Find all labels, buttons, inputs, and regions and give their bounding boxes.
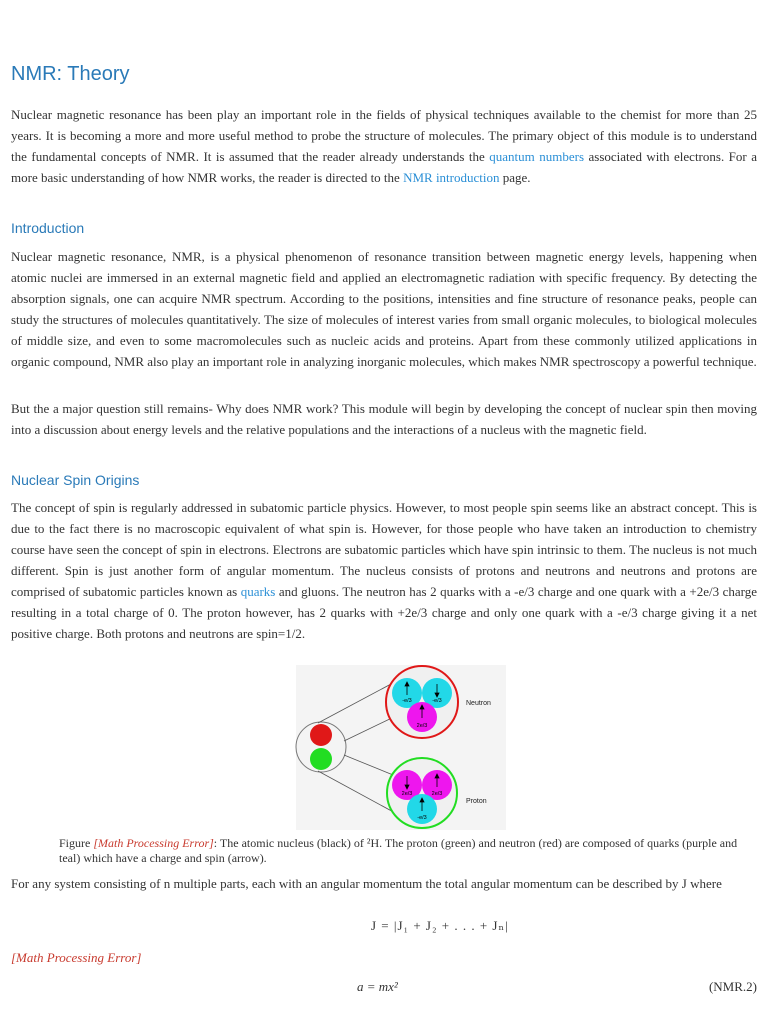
neutron-label: Neutron [466, 700, 491, 707]
quantum-numbers-link[interactable]: quantum numbers [489, 149, 585, 164]
intro-paragraph [11, 104, 757, 188]
intro-text-1: Nuclear magnetic resonance has been play an important role in the fields of physical techniques available to the chemist for more than 25 years. It is becoming a more and more useful method to probe the structure of molecules. The primary object of this module is to understand the fundamental concepts of NMR. It is assumed that the reader already understands the [11, 107, 757, 164]
equation: a = mx² [357, 979, 398, 994]
quark-charge-label: 2e/3 [416, 723, 428, 729]
quark-charge-label: 2e/3 [431, 791, 443, 797]
math-error-row [11, 950, 757, 966]
angular-momentum-paragraph: For any system consisting of n multiple parts, each with an angular momentum the total angular momentum can be described by J where [11, 876, 722, 891]
quark-charge-label: -e/3 [432, 698, 442, 704]
quark-charge-label: 2e/3 [401, 791, 413, 797]
introduction-paragraph-2: But the a major question still remains- Why does NMR work? This module will begin by developing the concept of nuclear spin then moving into a discussion about energy levels and the relative populations and the interactions of a nucleus with the magnetic field. [11, 401, 757, 437]
clipped-equation [371, 918, 561, 938]
nucleus-figure [296, 665, 506, 830]
nmr-introduction-link[interactable]: NMR introduction [403, 170, 500, 185]
intro-text-3: page. [499, 170, 531, 185]
proton-label: Proton [466, 798, 487, 805]
quark-charge-label: -e/3 [417, 815, 427, 821]
intro-text-2: associated with electrons. For a more basic understanding of how NMR works, the reader is directed to the [11, 149, 757, 185]
caption-math-error: [Math Processing Error] [93, 836, 214, 850]
quarks-link[interactable]: quarks [240, 584, 276, 599]
math-error-text: [Math Processing Error] [11, 950, 142, 965]
introduction-paragraph-1: Nuclear magnetic resonance, NMR, is a physical phenomenon of resonance transition between magnetic energy levels, happening when atomic nuclei are immersed in an external magnetic field and applied an electromagnetic radiation with specific frequency. By detecting the absorption signals, one can acquire NMR spectrum. According to the positions, intensities and fine structure of resonance peaks, people can study the structures of molecules quantitatively. The size of molecules of interest varies from small organic molecules, to biological molecules of middle size, and even to some macromolecules such as nucleic acids and proteins. Apart from these commonly utilized applications in organic compound, NMR also play an important role in analyzing inorganic molecules, which makes NMR spectroscopy a powerful technique. [11, 249, 757, 369]
equation-number: (NMR.2) [708, 979, 757, 994]
figure-caption [59, 836, 739, 866]
quark-charge-label: -e/3 [402, 698, 412, 704]
page-title: NMR: Theory [11, 63, 130, 85]
introduction-heading: Introduction [11, 220, 85, 236]
proton-particle [310, 748, 332, 770]
spin-text-2: and gluons. The neutron has 2 quarks with a -e/3 charge and one quark with a +2e/3 charge resulting in a total charge of 0. The proton however, has 2 quarks with +2e/3 charge and only one quark with a -e/3 charge giving it a net positive charge. Both protons and neutrons are spin=1/2. [11, 584, 757, 641]
caption-prefix: Figure [59, 836, 94, 850]
clipped-equation-text: J = |J₁ + J₂ + . . . + Jₙ| [371, 918, 509, 933]
neutron-particle [310, 724, 332, 746]
caption-text: : The atomic nucleus (black) of ²H. The proton (green) and neutron (red) are composed of quarks (purple and teal) which have a charge and spin (arrow). [59, 836, 738, 865]
spin-origins-paragraph [11, 497, 757, 644]
spin-text-1: The concept of spin is regularly addressed in subatomic particle physics. However, to most people spin seems like an abstract concept. This is due to the fact there is no macroscopic equivalent of what spin is. However, for those people who have taken an introduction to chemistry course have seen the concept of spin in electrons. Electrons are subatomic particles which have spin intrinsic to them. The nucleus is not much different. Spin is just another form of angular momentum. The nucleus consists of protons and neutrons and neutrons and protons are comprised of subatomic particles known as [11, 500, 757, 599]
spin-origins-heading: Nuclear Spin Origins [11, 472, 140, 488]
